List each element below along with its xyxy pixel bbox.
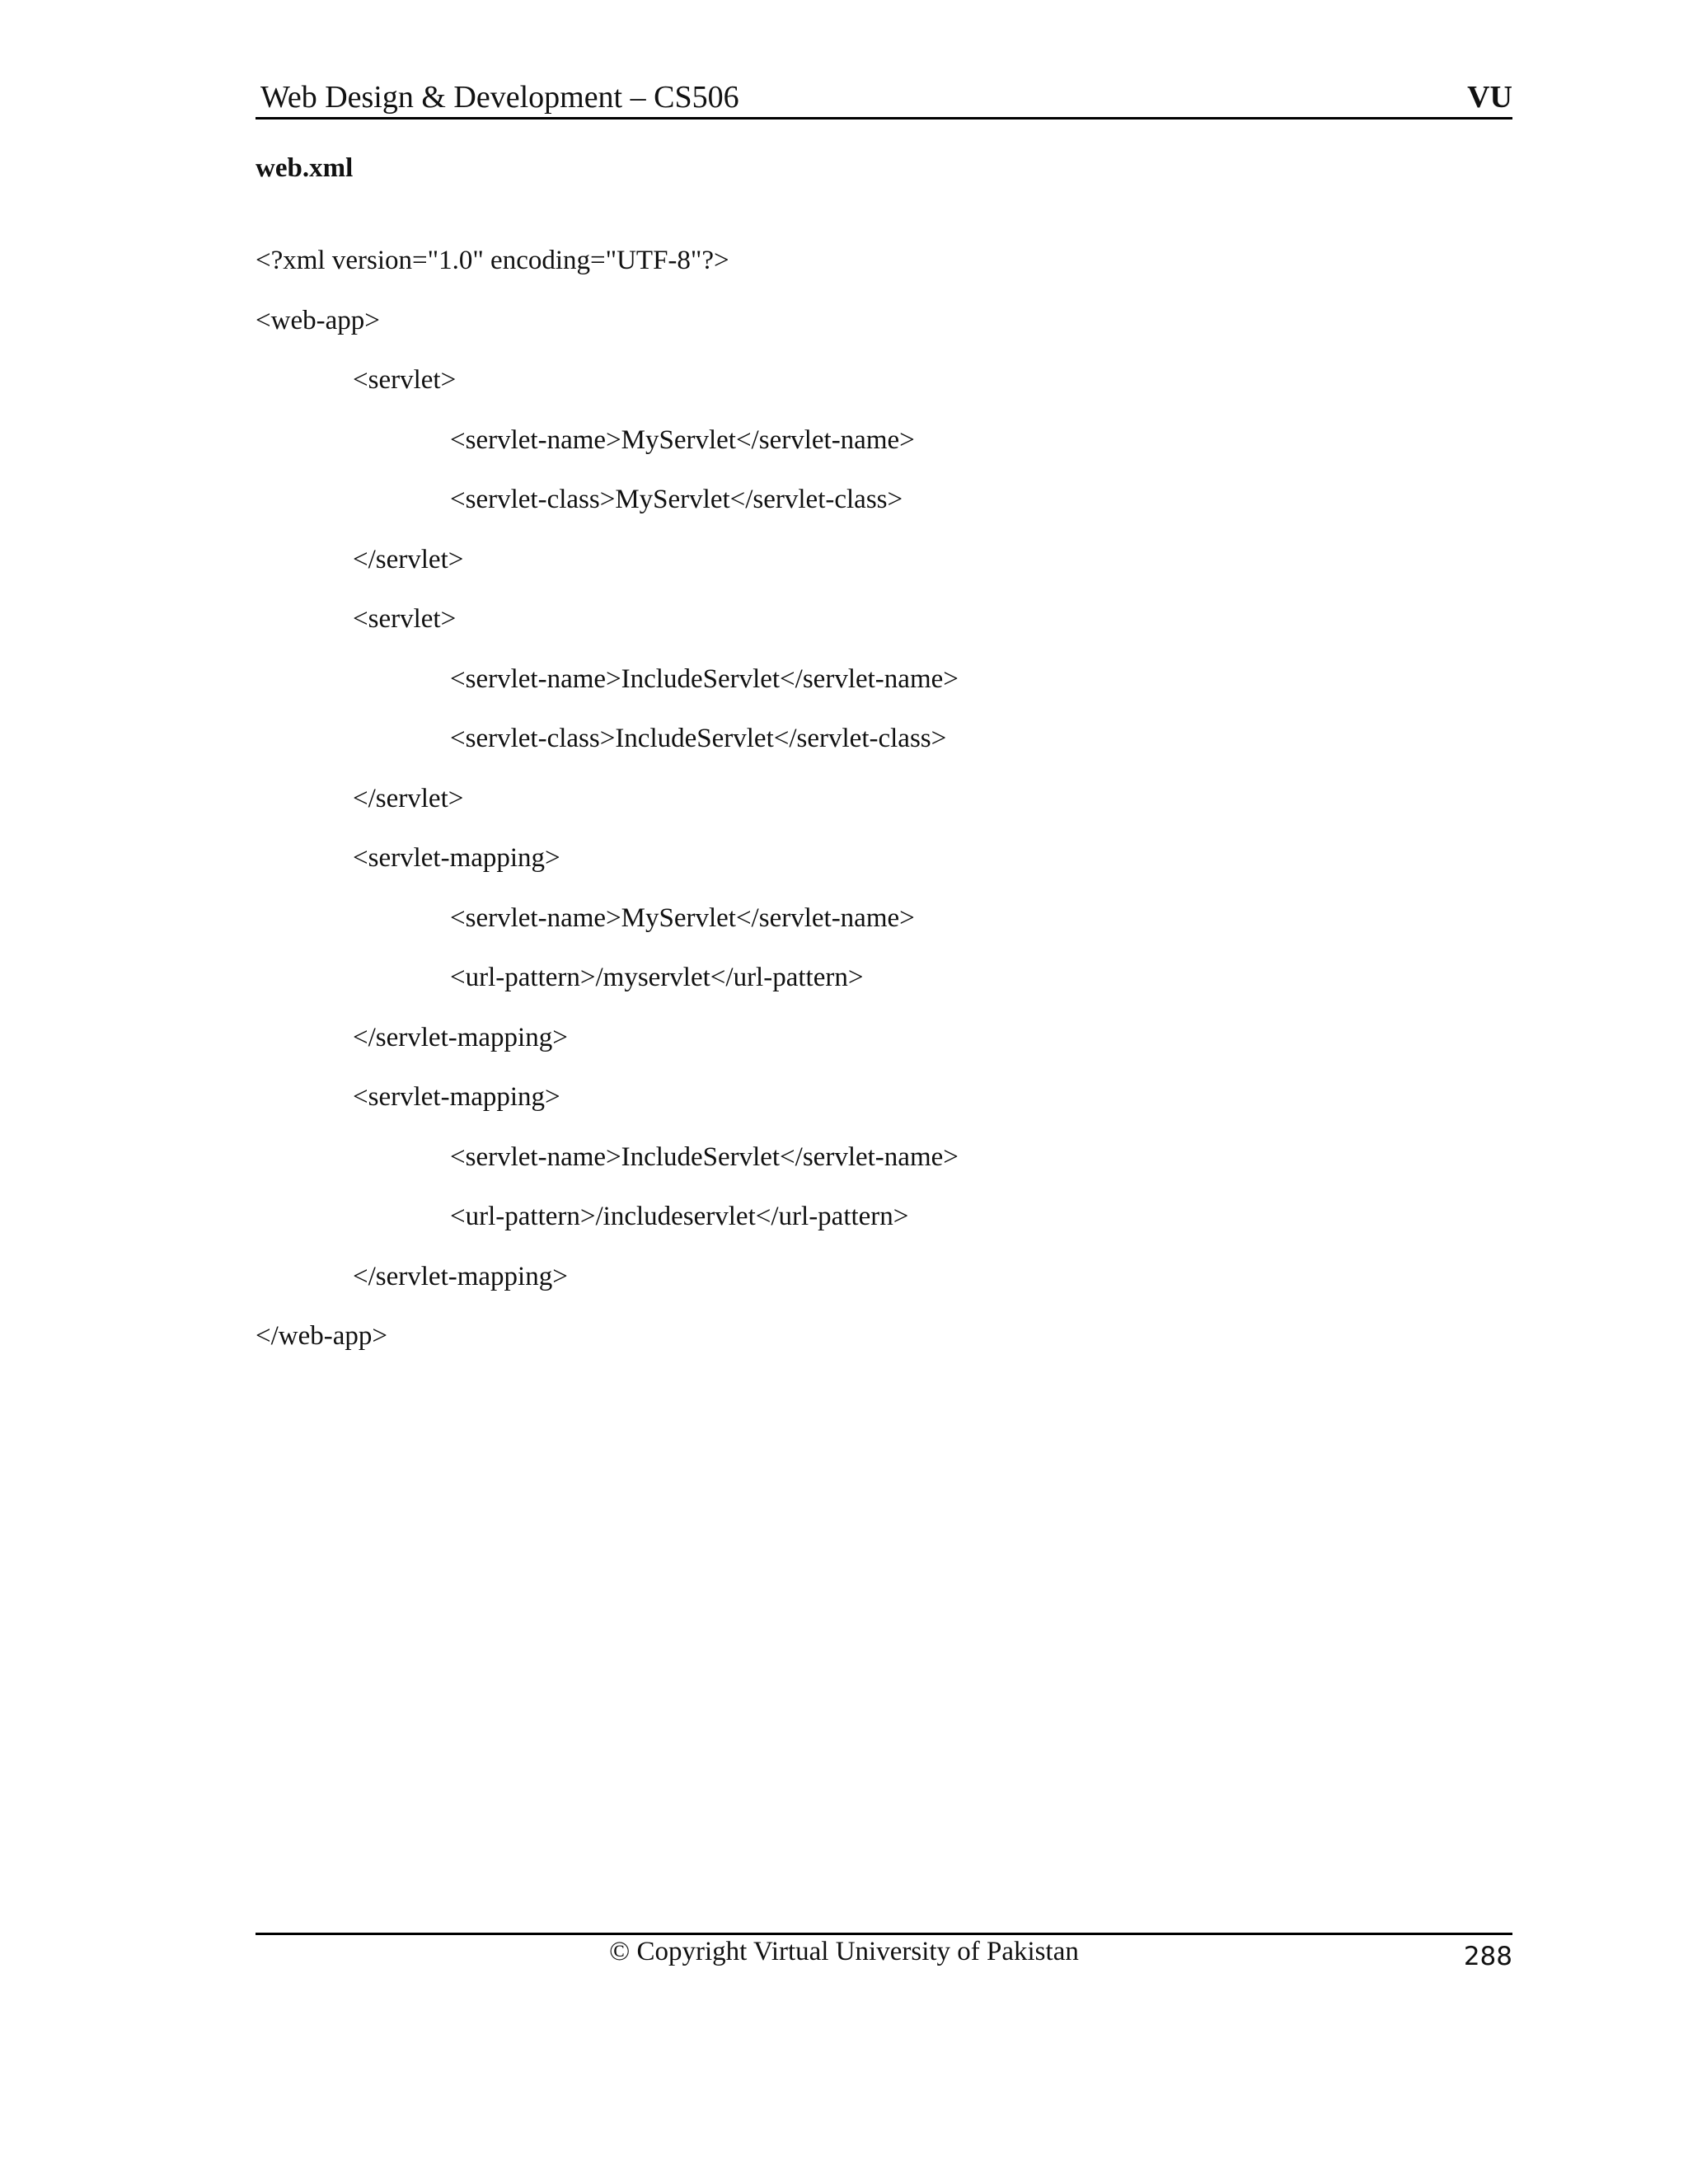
code-line: <servlet> bbox=[353, 365, 457, 395]
page-number: 288 bbox=[1463, 1942, 1512, 1971]
code-line: <servlet-name>IncludeServlet</servlet-name> bbox=[450, 663, 959, 694]
page-header bbox=[256, 76, 1512, 120]
code-line: <servlet-name>MyServlet</servlet-name> bbox=[450, 424, 915, 455]
code-line: <?xml version="1.0" encoding="UTF-8"?> bbox=[256, 246, 729, 275]
code-line: <servlet-mapping> bbox=[353, 843, 560, 873]
code-line: <url-pattern>/includeservlet</url-pattern> bbox=[450, 1202, 909, 1231]
code-listing bbox=[256, 243, 1512, 1379]
code-line: <web-app> bbox=[256, 305, 380, 335]
section-title: web.xml bbox=[256, 153, 354, 183]
code-line: <servlet-name>MyServlet</servlet-name> bbox=[450, 902, 915, 933]
footer-divider bbox=[256, 1933, 1512, 1935]
code-line: <url-pattern>/myservlet</url-pattern> bbox=[450, 963, 864, 992]
code-line: <servlet-name>IncludeServlet</servlet-name> bbox=[450, 1141, 959, 1172]
code-line: </servlet-mapping> bbox=[353, 1261, 568, 1291]
code-line: <servlet-class>MyServlet</servlet-class> bbox=[450, 485, 903, 514]
code-line: <servlet> bbox=[353, 604, 457, 634]
course-title: Web Design & Development – CS506 bbox=[260, 80, 739, 115]
code-line: <servlet-class>IncludeServlet</servlet-class> bbox=[450, 724, 947, 753]
institution-label: VU bbox=[1467, 80, 1512, 115]
code-line: </servlet-mapping> bbox=[353, 1022, 568, 1052]
code-line: </web-app> bbox=[256, 1321, 388, 1351]
code-line: </servlet> bbox=[353, 544, 464, 574]
copyright-notice: © Copyright Virtual University of Pakistan bbox=[609, 1937, 1079, 1966]
code-line: </servlet> bbox=[353, 783, 464, 813]
code-line: <servlet-mapping> bbox=[353, 1082, 560, 1112]
